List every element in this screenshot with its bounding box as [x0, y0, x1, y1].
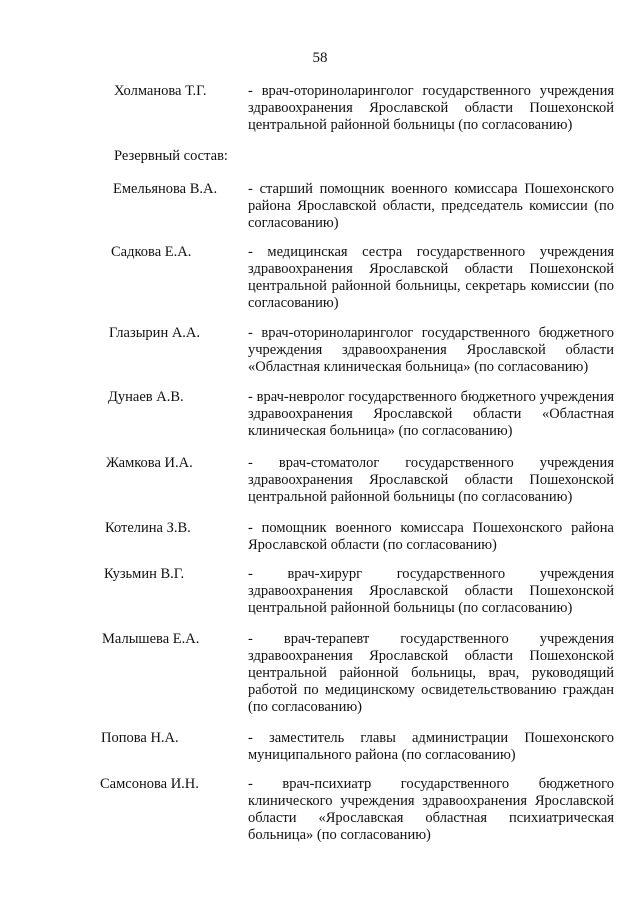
member-description: - врач-хирург государственного учреждения здравоохранения Ярославской области Пошехонской центральной районной больницы (по согласованию)	[248, 566, 614, 616]
member-description: - медицинская сестра государственного учреждения здравоохранения Ярославской области Пошехонской центральной районной больницы, секретарь комиссии (по согласованию)	[248, 244, 614, 311]
member-description: - старший помощник военного комиссара Пошехонского района Ярославской области, председатель комиссии (по согласованию)	[248, 181, 614, 231]
member-name: Попова Н.А.	[101, 730, 179, 746]
member-description: - врач-невролог государственного бюджетного учреждения здравоохранения Ярославской области «Областная клиническая больница» (по согласованию)	[248, 389, 614, 439]
member-name: Кузьмин В.Г.	[104, 566, 185, 582]
member-description: - помощник военного комиссара Пошехонского района Ярославской области (по согласованию)	[248, 520, 614, 553]
member-name: Малышева Е.А.	[102, 631, 200, 647]
member-name: Холманова Т.Г.	[114, 83, 207, 99]
member-description: - врач-психиатр государственного бюджетного клинического учреждения здравоохранения Ярославской области «Ярославская областная психиатрическая больница» (по согласованию)	[248, 776, 614, 843]
member-name: Емельянова В.А.	[113, 181, 218, 197]
member-name: Самсонова И.Н.	[100, 776, 199, 792]
member-name: Котелина З.В.	[105, 520, 191, 536]
member-name: Жамкова И.А.	[106, 455, 193, 471]
member-name: Дунаев А.В.	[108, 389, 184, 405]
member-description: - врач-оториноларинголог государственного бюджетного учреждения здравоохранения Ярославской области «Областная клиническая больница» (по согласованию)	[248, 325, 614, 375]
member-name: Глазырин А.А.	[109, 325, 201, 341]
member-description: - врач-оториноларинголог государственного учреждения здравоохранения Ярославской области Пошехонской центральной районной больницы (по согласованию)	[248, 83, 614, 133]
member-description: - заместитель главы администрации Пошехонского муниципального района (по согласованию)	[248, 730, 614, 763]
member-description: - врач-терапевт государственного учреждения здравоохранения Ярославской области Пошехонской центральной районной больницы, врач, руководящий работой по медицинскому освидетельствованию граждан (по согласованию)	[248, 631, 614, 715]
member-description: - врач-стоматолог государственного учреждения здравоохранения Ярославской области Пошехонской центральной районной больницы (по согласованию)	[248, 455, 614, 505]
page-number: 58	[312, 50, 328, 66]
reserve-heading: Резервный состав:	[114, 148, 228, 164]
member-name: Садкова Е.А.	[111, 244, 192, 260]
